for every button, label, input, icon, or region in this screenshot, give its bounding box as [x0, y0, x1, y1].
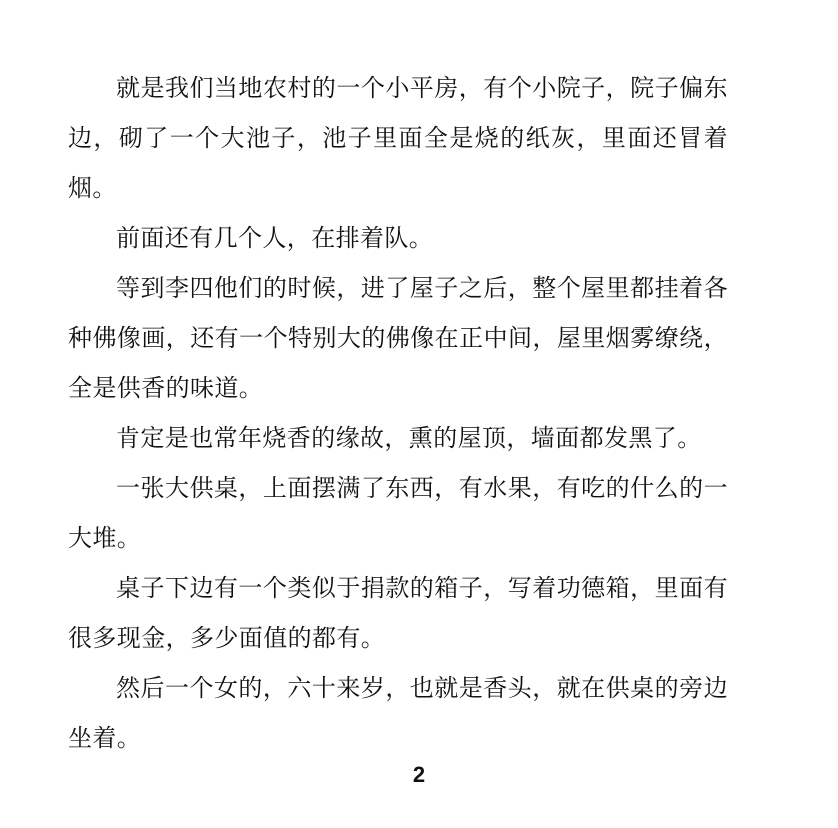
- paragraph: 就是我们当地农村的一个小平房，有个小院子，院子偏东边，砌了一个大池子，池子里面全是烧的纸灰，里面还冒着烟。: [68, 74, 728, 202]
- paragraph: 等到李四他们的时候，进了屋子之后，整个屋里都挂着各种佛像画，还有一个特别大的佛像在正中间，屋里烟雾缭绕，全是供香的味道。: [68, 274, 728, 402]
- paragraph: 然后一个女的，六十来岁，也就是香头，就在供桌的旁边坐着。: [68, 674, 728, 752]
- page-number: 2: [412, 762, 426, 787]
- document-body: [68, 63, 728, 763]
- paragraph: 肯定是也常年烧香的缘故，熏的屋顶，墙面都发黑了。: [116, 424, 702, 452]
- paragraph: 前面还有几个人，在排着队。: [116, 224, 434, 252]
- paragraph: 一张大供桌，上面摆满了东西，有水果，有吃的什么的一大堆。: [68, 474, 728, 552]
- paragraph: 桌子下边有一个类似于捐款的箱子，写着功德箱，里面有很多现金，多少面值的都有。: [68, 574, 728, 652]
